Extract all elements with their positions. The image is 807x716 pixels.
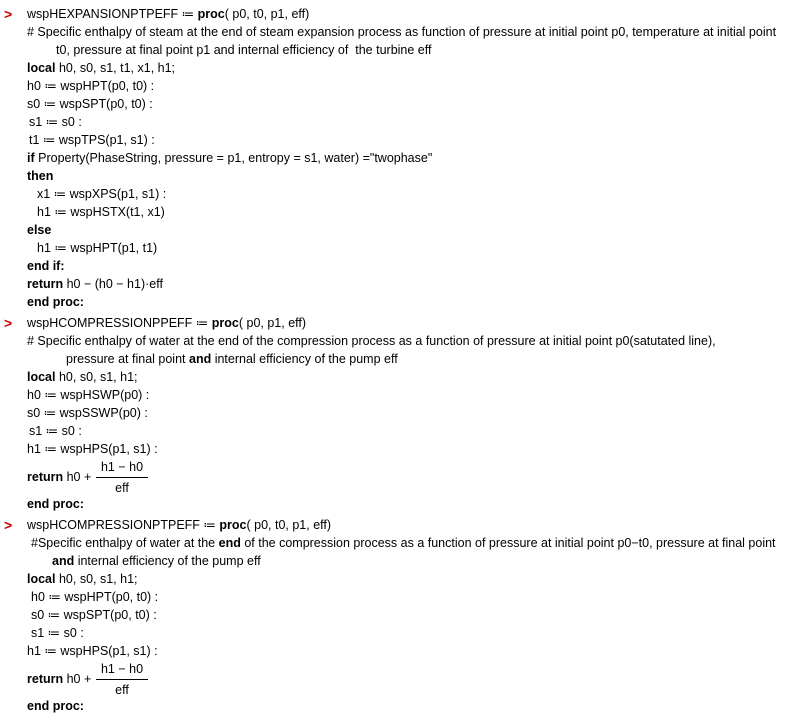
comment-bold-word: and <box>189 352 212 366</box>
return-expression: h0 − (h0 − h1)·eff <box>63 277 163 291</box>
code-line: s0 ≔ wspSSWP(p0) : <box>27 406 148 420</box>
end-proc-keyword: end proc: <box>27 699 84 713</box>
code-line: h0 ≔ wspHPT(p0, t0) : <box>31 590 159 604</box>
proc-params: ( p0, t0, p1, eff) <box>224 7 310 21</box>
comment-text: of the compression process as a function of pressure at initial point p0−t0, pressure at final point <box>240 536 776 550</box>
if-condition: Property(PhaseString, pressure = p1, entropy = s1, water) ="twophase" <box>34 151 433 165</box>
return-expression: h0 + <box>63 470 95 484</box>
comment-line: # Specific enthalpy of water at the end of the compression process as a function of pressure at initial point p0(satutated line), <box>27 334 716 348</box>
local-vars: h0, s0, s1, h1; <box>55 370 138 384</box>
proc-params: ( p0, t0, p1, eff) <box>246 518 332 532</box>
comment-line <box>52 553 261 569</box>
input-prompt-3[interactable]: > <box>4 517 13 533</box>
proc-name: wspHCOMPRESSIONPTPEFF <box>27 518 200 532</box>
comment-line: t0, pressure at final point p1 and internal efficiency of the turbine eff <box>56 43 432 57</box>
else-keyword: else <box>27 223 52 237</box>
local-declaration <box>27 369 138 385</box>
comment-line <box>66 351 398 367</box>
proc-keyword: proc <box>197 7 225 21</box>
proc-header-1[interactable] <box>27 6 309 22</box>
proc-header-3[interactable] <box>27 517 331 533</box>
code-line: s0 ≔ wspSPT(p0, t0) : <box>27 97 153 111</box>
local-declaration <box>27 60 175 76</box>
assign-op: ≔ <box>178 7 198 21</box>
comment-text: internal efficiency of the pump eff <box>211 352 398 366</box>
return-statement <box>27 276 163 292</box>
local-vars: h0, s0, s1, h1; <box>55 572 138 586</box>
code-line: s0 ≔ wspSPT(p0, t0) : <box>31 608 157 622</box>
local-keyword: local <box>27 61 56 75</box>
assign-op: ≔ <box>192 316 212 330</box>
endif-keyword: end if: <box>27 259 65 273</box>
comment-bold-word: end <box>218 536 241 550</box>
code-line: s1 ≔ s0 : <box>29 115 82 129</box>
input-prompt-2[interactable]: > <box>4 315 13 331</box>
input-prompt-1[interactable]: > <box>4 6 13 22</box>
code-line: h1 ≔ wspHPS(p1, s1) : <box>27 644 158 658</box>
comment-line: # Specific enthalpy of steam at the end of steam expansion process as function of pressure at initial point p0, temperature at initial point <box>27 25 777 39</box>
return-expression: h0 + <box>63 672 95 686</box>
fraction <box>96 661 148 698</box>
local-vars: h0, s0, s1, t1, x1, h1; <box>55 61 176 75</box>
proc-keyword: proc <box>211 316 239 330</box>
proc-name: wspHEXPANSIONPTPEFF <box>27 7 179 21</box>
code-line: h1 ≔ wspHPT(p1, t1) <box>37 241 158 255</box>
fraction-bar <box>96 477 148 478</box>
proc-params: ( p0, p1, eff) <box>238 316 307 330</box>
fraction-numerator: h1 − h0 <box>100 460 144 474</box>
end-proc-keyword: end proc: <box>27 295 84 309</box>
end-proc-keyword: end proc: <box>27 497 84 511</box>
fraction-denominator: eff <box>115 683 129 697</box>
fraction-denominator: eff <box>115 481 129 495</box>
if-statement <box>27 150 432 166</box>
return-keyword: return <box>27 470 64 484</box>
if-keyword: if <box>27 151 35 165</box>
code-line: h1 ≔ wspHSTX(t1, x1) <box>37 205 165 219</box>
fraction-bar <box>96 679 148 680</box>
local-keyword: local <box>27 370 56 384</box>
local-declaration <box>27 571 138 587</box>
code-line: s1 ≔ s0 : <box>31 626 84 640</box>
fraction <box>96 459 148 496</box>
comment-text: internal efficiency of the pump eff <box>74 554 261 568</box>
return-statement <box>27 671 95 687</box>
comment-bold-word: and <box>52 554 75 568</box>
comment-line <box>31 535 776 551</box>
return-statement <box>27 469 95 485</box>
then-keyword: then <box>27 169 54 183</box>
comment-text: #Specific enthalpy of water at the <box>31 536 219 550</box>
code-line: s1 ≔ s0 : <box>29 424 82 438</box>
code-line: x1 ≔ wspXPS(p1, s1) : <box>37 187 167 201</box>
proc-keyword: proc <box>219 518 247 532</box>
return-keyword: return <box>27 277 64 291</box>
proc-name: wspHCOMPRESSIONPPEFF <box>27 316 193 330</box>
comment-text: pressure at final point <box>66 352 189 366</box>
local-keyword: local <box>27 572 56 586</box>
return-keyword: return <box>27 672 64 686</box>
code-line: h1 ≔ wspHPS(p1, s1) : <box>27 442 158 456</box>
assign-op: ≔ <box>199 518 220 532</box>
fraction-numerator: h1 − h0 <box>100 662 144 676</box>
code-line: t1 ≔ wspTPS(p1, s1) : <box>29 133 155 147</box>
code-line: h0 ≔ wspHPT(p0, t0) : <box>27 79 155 93</box>
code-line: h0 ≔ wspHSWP(p0) : <box>27 388 150 402</box>
proc-header-2[interactable] <box>27 315 306 331</box>
